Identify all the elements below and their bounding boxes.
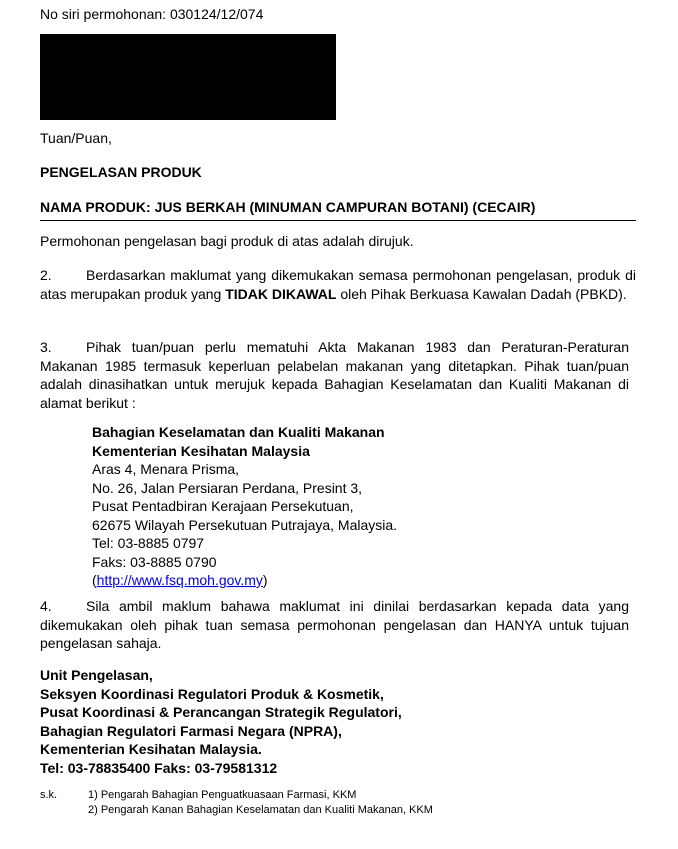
- signature-section: Seksyen Koordinasi Regulatori Produk & Kosmetik,: [40, 685, 384, 702]
- redacted-block: [40, 34, 336, 120]
- address-block: [92, 423, 397, 590]
- paragraph-4-text: Sila ambil maklum bahawa maklumat ini dinilai berdasarkan kepada data yang dikemukakan oleh pihak tuan semasa permohonan pengelasan dan HANYA untuk tujuan pengelasan sahaja.: [40, 598, 629, 651]
- signature-division: Bahagian Regulatori Farmasi Negara (NPRA),: [40, 722, 342, 739]
- paragraph-4-number: 4.: [40, 598, 52, 614]
- address-postcode: 62675 Wilayah Persekutuan Putrajaya, Malaysia.: [92, 516, 398, 533]
- address-street: No. 26, Jalan Persiaran Perdana, Presint 3,: [92, 479, 363, 496]
- signature-unit: Unit Pengelasan,: [40, 667, 153, 683]
- signature-contact: Tel: 03-78835400 Faks: 03-79581312: [40, 759, 278, 776]
- title-underline: [40, 220, 636, 221]
- paragraph-3: [40, 338, 629, 412]
- product-title: NAMA PRODUK: JUS BERKAH (MINUMAN CAMPURAN BOTANI) (CECAIR): [40, 199, 536, 215]
- signature-ministry: Kementerian Kesihatan Malaysia.: [40, 741, 262, 757]
- address-floor: Aras 4, Menara Prisma,: [92, 461, 240, 477]
- salutation: Tuan/Puan,: [40, 130, 112, 146]
- address-department: Bahagian Keselamatan dan Kualiti Makanan: [92, 424, 385, 440]
- cc-label: s.k.: [40, 789, 58, 801]
- paragraph-2: [40, 266, 636, 303]
- paragraph-2-number: 2.: [40, 267, 52, 283]
- signature-centre: Pusat Koordinasi & Perancangan Strategik Regulatori,: [40, 704, 402, 720]
- link-close-paren: ): [262, 572, 268, 588]
- cc-item-2: 2) Pengarah Kanan Bahagian Keselamatan dan Kualiti Makanan, KKM: [88, 804, 433, 816]
- paragraph-4: [40, 597, 629, 653]
- signature-block: [40, 666, 402, 777]
- paragraph-3-number: 3.: [40, 339, 52, 355]
- paragraph-2-text-after: oleh Pihak Berkuasa Kawalan Dadah (PBKD).: [336, 285, 627, 302]
- fsq-website-link[interactable]: http://www.fsq.moh.gov.my: [96, 572, 263, 588]
- subject-heading: PENGELASAN PRODUK: [40, 164, 202, 180]
- address-fax: Faks: 03-8885 0790: [92, 553, 217, 570]
- serial-number: No siri permohonan: 030124/12/074: [40, 6, 264, 22]
- paragraph-2-emphasis: TIDAK DIKAWAL: [225, 285, 337, 302]
- link-open-paren: (: [92, 572, 97, 588]
- address-tel: Tel: 03-8885 0797: [92, 535, 205, 551]
- address-centre: Pusat Pentadbiran Kerajaan Persekutuan,: [92, 498, 354, 514]
- address-website: [92, 571, 397, 590]
- address-ministry: Kementerian Kesihatan Malaysia: [92, 442, 310, 459]
- paragraph-2-text-before: Berdasarkan maklumat yang dikemukakan semasa permohonan pengelasan, produk di atas merupakan produk yang: [40, 267, 636, 302]
- paragraph-3-text: Pihak tuan/puan perlu mematuhi Akta Makanan 1983 dan Peraturan-Peraturan Makanan 1985 termasuk keperluan pelabelan makanan yang ditetapkan. Pihak tuan/puan adalah dinasihatkan untuk merujuk kepada Bahagian Keselamatan dan Kualiti Makanan di alamat berikut :: [40, 339, 629, 411]
- cc-item-1: 1) Pengarah Bahagian Penguatkuasaan Farmasi, KKM: [88, 789, 357, 801]
- intro-paragraph: Permohonan pengelasan bagi produk di atas adalah dirujuk.: [40, 233, 414, 249]
